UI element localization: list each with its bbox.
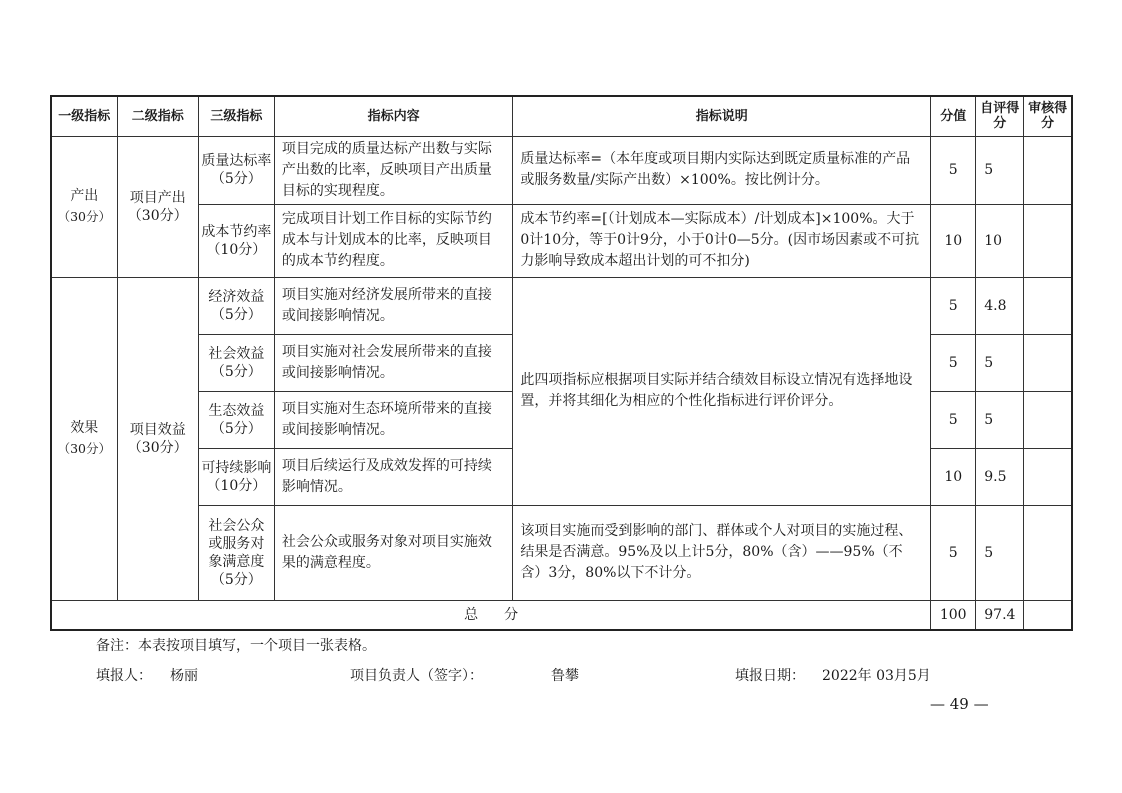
level1-score: （30分） xyxy=(57,441,112,456)
level3-score: （10分） xyxy=(206,241,267,258)
level3-cell xyxy=(198,505,274,600)
level2-name: 项目产出 xyxy=(129,189,186,206)
total-self-score: 97.4 xyxy=(976,600,1024,630)
level3-cell xyxy=(198,277,274,334)
level3-cell xyxy=(198,391,274,448)
level3-score: （10分） xyxy=(206,477,267,494)
self-score-cell: 5 xyxy=(976,334,1024,391)
evaluation-table xyxy=(50,95,1073,631)
self-score-cell: 5 xyxy=(976,391,1024,448)
shared-description-cell: 此四项指标应根据项目实际并结合绩效目标设立情况有选择地设置，并将其细化为相应的个性化指标进行评价评分。 xyxy=(513,277,931,505)
level2-output-cell xyxy=(117,136,198,277)
header-score: 分值 xyxy=(931,96,976,136)
score-cell: 5 xyxy=(931,277,976,334)
reporter-name: 杨丽 xyxy=(170,668,198,684)
level3-score: （5分） xyxy=(210,171,262,187)
score-cell: 5 xyxy=(931,391,976,448)
self-score-cell: 5 xyxy=(976,136,1024,204)
content-cell: 社会公众或服务对象对项目实施效果的满意程度。 xyxy=(274,505,512,600)
self-score-cell: 9.5 xyxy=(976,448,1024,505)
content-cell: 项目完成的质量达标产出数与实际产出数的比率，反映项目产出质量目标的实现程度。 xyxy=(274,136,512,204)
audit-score-cell xyxy=(1024,448,1072,505)
footnote: 备注：本表按项目填写，一个项目一张表格。 xyxy=(96,638,376,654)
level1-effect-cell xyxy=(51,277,117,600)
header-content: 指标内容 xyxy=(274,96,512,136)
score-cell: 5 xyxy=(931,505,976,600)
total-score: 100 xyxy=(931,600,976,630)
audit-score-cell xyxy=(1024,334,1072,391)
level3-name: 社会效益 xyxy=(208,345,265,362)
header-audit-score: 审核得分 xyxy=(1024,96,1072,136)
content-cell: 项目实施对社会发展所带来的直接或间接影响情况。 xyxy=(274,334,512,391)
score-cell: 10 xyxy=(931,448,976,505)
total-label-char2: 分 xyxy=(504,606,519,623)
level1-name: 产出 xyxy=(70,188,99,204)
level3-score: （5分） xyxy=(210,363,262,380)
level3-name: 质量达标率 xyxy=(201,153,272,169)
audit-score-cell xyxy=(1024,391,1072,448)
audit-score-cell xyxy=(1024,136,1072,204)
score-cell: 10 xyxy=(931,204,976,277)
score-cell: 5 xyxy=(931,334,976,391)
level3-cell xyxy=(198,448,274,505)
table-row xyxy=(51,505,1072,600)
description-cell: 质量达标率=（本年度或项目期内实际达到既定质量标准的产品或服务数量/实际产出数）×100%。按比例计分。 xyxy=(513,136,931,204)
reporter-label: 填报人： xyxy=(96,668,152,684)
level3-cell xyxy=(198,334,274,391)
content-cell: 项目后续运行及成效发挥的可持续影响情况。 xyxy=(274,448,512,505)
leader-name: 鲁攀 xyxy=(551,668,579,684)
level1-name: 效果 xyxy=(70,420,99,436)
content-cell: 项目实施对生态环境所带来的直接或间接影响情况。 xyxy=(274,391,512,448)
header-self-score: 自评得分 xyxy=(976,96,1024,136)
level3-name: 经济效益 xyxy=(208,288,265,305)
level3-name: 社会公众或服务对象满意度 xyxy=(208,517,265,570)
level3-cell xyxy=(198,204,274,277)
self-score-cell: 4.8 xyxy=(976,277,1024,334)
table-row xyxy=(51,277,1072,334)
description-cell: 成本节约率=[（计划成本—实际成本）/计划成本]×100%。大于0计10分，等于0计9分，小于0计0—5分。(因市场因素或不可抗力影响导致成本超出计划的可不扣分) xyxy=(513,204,931,277)
header-description: 指标说明 xyxy=(513,96,931,136)
table-row xyxy=(51,136,1072,204)
content-cell: 项目实施对经济发展所带来的直接或间接影响情况。 xyxy=(274,277,512,334)
level2-score: （30分） xyxy=(127,207,188,224)
audit-score-cell xyxy=(1024,505,1072,600)
table-row xyxy=(51,204,1072,277)
total-row xyxy=(51,600,1072,630)
leader-label: 项目负责人（签字）： xyxy=(350,668,483,684)
level3-score: （5分） xyxy=(210,306,262,323)
level2-effect-cell xyxy=(117,277,198,600)
level3-cell xyxy=(198,136,274,204)
header-row xyxy=(51,96,1072,136)
audit-score-cell xyxy=(1024,277,1072,334)
level1-score: （30分） xyxy=(57,209,112,224)
header-level3: 三级指标 xyxy=(198,96,274,136)
header-level1: 一级指标 xyxy=(51,96,117,136)
page-number: — 49 — xyxy=(930,695,989,713)
content-cell: 完成项目计划工作目标的实际节约成本与计划成本的比率，反映项目的成本节约程度。 xyxy=(274,204,512,277)
total-label-char1: 总 xyxy=(464,606,479,623)
level2-name: 项目效益 xyxy=(129,421,186,438)
description-cell: 该项目实施而受到影响的部门、群体或个人对项目的实施过程、结果是否满意。95%及以上计5分，80%（含）——95%（不含）3分，80%以下不计分。 xyxy=(513,505,931,600)
date-label: 填报日期： xyxy=(735,668,805,684)
level3-name: 可持续影响 xyxy=(201,459,272,476)
level3-name: 生态效益 xyxy=(208,402,265,419)
self-score-cell: 5 xyxy=(976,505,1024,600)
level3-name: 成本节约率 xyxy=(201,223,272,240)
audit-score-cell xyxy=(1024,204,1072,277)
score-cell: 5 xyxy=(931,136,976,204)
level1-output-cell xyxy=(51,136,117,277)
level3-score: （5分） xyxy=(210,420,262,437)
level3-score: （5分） xyxy=(210,571,262,588)
date-value: 2022年 03月5月 xyxy=(822,668,931,684)
total-audit-score xyxy=(1024,600,1072,630)
self-score-cell: 10 xyxy=(976,204,1024,277)
total-label xyxy=(51,600,931,630)
header-level2: 二级指标 xyxy=(117,96,198,136)
level2-score: （30分） xyxy=(127,439,188,456)
